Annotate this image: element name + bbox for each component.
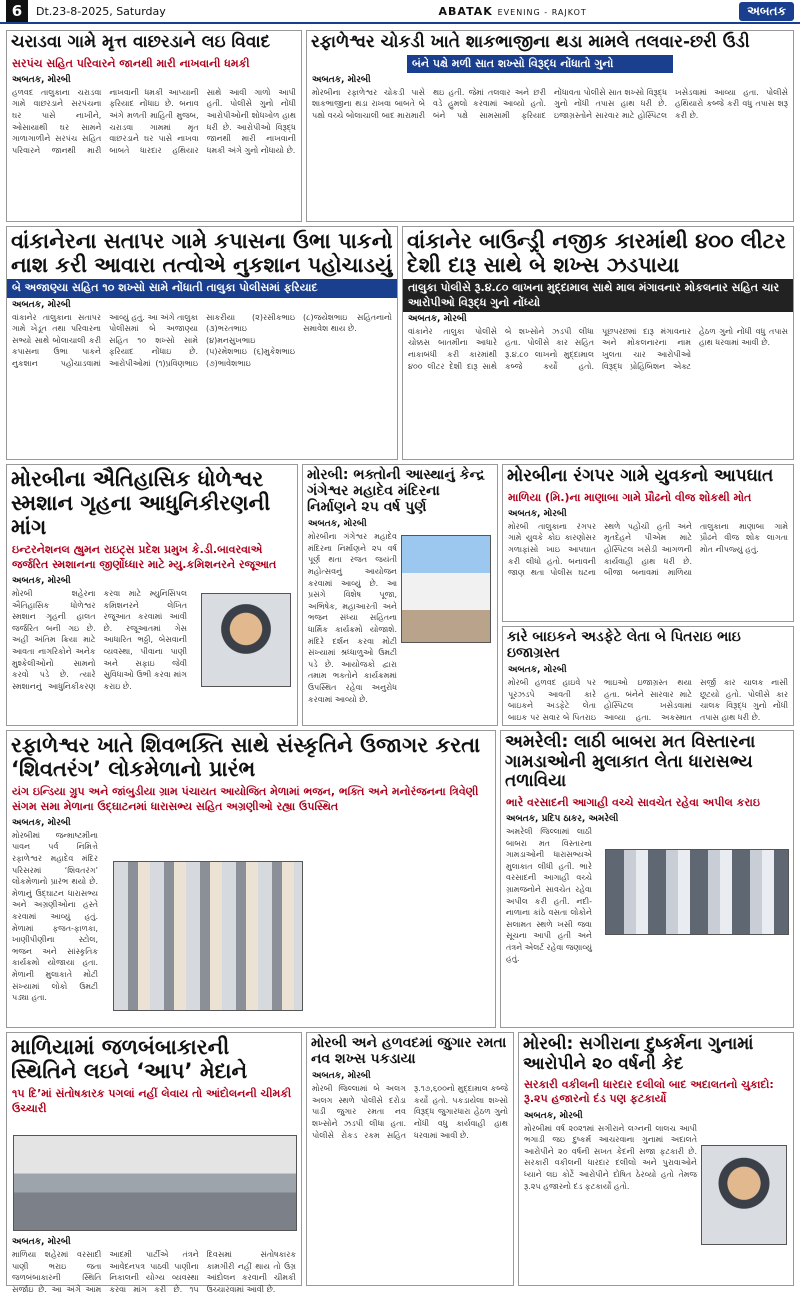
article-headline: રફાળેશ્વર ચોકડી ખાતે શાકભાજીના થડા મામલે તલવાર-છરી ઉડી: [311, 32, 750, 52]
article-pocso-verdict: [518, 1032, 794, 1286]
issue-date: Dt.23-8-2025, Saturday: [36, 4, 166, 18]
article-body: હળવદ તાલુકાના ચરાડવા ગામે વાછરડાને સરપંચના ઘર પાસે નાખીને, ઓસાયાથી ઘર સામને ગાળાગાળીને સરપંચ સહિત પરિવારને જાનથી મારી નાખવાની ધમકી આપ્યાની ફરિયાદ નોંધાઇ છે. બનાવ અંગે મળતી માહિતી મુજબ, ચરાડવા ગામમાં મૃત વાછરડાને ઘર પાસે નાખવા બાબતે ધારદાર હથિયાર સાથે આવી ગાળો આપી હતી. પોલીસે ગુનો નોંધી આરોપીઓની શોધખોળ હાથ ધરી છે. આરોપીઓ વિરૂદ્ધ જાનથી મારી નાખવાની ધમકી અંગે ગુનો નોંધાયો છે.: [12, 87, 296, 155]
article-rangpar-suicide: [502, 464, 794, 622]
article-body: મોરબીના ગંગેશ્વર મહાદેવ મંદિરના નિર્માણને ૨૫ વર્ષ પૂર્ણ થતા રજત જયંતી મહોત્સવનું આયોજન કરવામાં આવ્યું છે. આ પ્રસંગે વિશેષ પૂજા, અભિષેક, મહાઆરતી અને ભજન સંધ્યા સહિતના ધાર્મિક કાર્યક્રમો યોજાશે. મંદિરે દર્શન કરવા મોટી સંખ્યામાં શ્રધ્ધાળુઓ ઉમટી પડે છે. આયોજકો દ્વારા તમામ ભક્તોને કાર્યક્રમમાં ઉપસ્થિત રહેવા અનુરોધ કરવામાં આવ્યો છે.: [308, 532, 397, 704]
article-amreli-mla: [500, 730, 794, 1028]
article-headline: કારે બાઇકને અડફેટે લેતા બે પિતરાઇ ભાઇ ઇજાગ્રસ્ત: [507, 629, 741, 662]
article-subhead: તાલુકા પોલીસે રૂ.૪.૮૦ લાખના મુદ્દામાલ સાથે માલ મંગાવનાર મોકલનાર સહિત ચાર આરોપીઓ વિરૂદ્ધ ગુનો નોંધ્યો: [403, 279, 793, 312]
kd-bavarva-photo: [201, 593, 291, 687]
article-subhead: યંગ ઇન્ડિયા ગ્રુપ અને જાંબુડીયા ગ્રામ પંચાયત આયોજિત મેળામાં ભજન, ભક્તિ અને મનોરંજનના ત્રિવેણી સંગમ સમા મેળાના ઉદ્ઘાટનમાં ધારાસભ્ય સહિત અગ્રણીઓ રહ્યા ઉપસ્થિત: [12, 785, 479, 813]
article-dateline: અબતક, મોરબી: [312, 1071, 371, 1082]
article-maliya-waterlogging: [6, 1032, 302, 1294]
article-headline: રફાળેશ્વર ખાતે શિવભક્તિ સાથે સંસ્કૃતિને ઉજાગર કરતા ‘શિવતરંગ’ લોકમેળાનો પ્રારંભ: [11, 733, 481, 782]
article-headline: વાંકાનેર બાઉન્ડ્રી નજીક કારમાંથી ૪૦૦ લીટર દેશી દારૂ સાથે બે શખ્સ ઝડપાયા: [407, 229, 786, 278]
article-dateline: અબતક, મોરબી: [12, 74, 71, 85]
article-body: મોરબી શહેરના ઐતિહાસિક ધોળેશ્વર સ્મશાન ગૃહની હાલત જર્જરિત બની ગઇ છે. અહીં અંતિમ ક્રિયા માટે આવતા નાગરિકોને અનેક મુશ્કેલીઓનો સામનો કરવો પડે છે. ત્યારે સ્મશાનનું આધુનિકીકરણ કરવા માટે મ્યુનિસિપલ કમિશનરને લેખિત રજૂઆત કરવામાં આવી છે. રજૂઆતમાં ગેસ આધારિત ભઠ્ઠી, બેસવાની વ્યવસ્થા, પીવાના પાણી અને સફાઇ જેવી સુવિધાઓ ઉભી કરવા માંગ કરાઇ છે.: [12, 589, 187, 691]
article-gambling-raid: [306, 1032, 514, 1286]
article-headline: અમરેલી: લાઠી બાબરા મત વિસ્તારના ગામડાઓની મુલાકાત લેતા ધારાસભ્ય તળાવિયા: [505, 732, 756, 792]
temple-photo: [401, 535, 491, 643]
article-dateline: અબતક, મોરબી: [12, 817, 71, 828]
paper-edition: EVENING - RAJKOT: [497, 7, 587, 17]
article-dholeshwar: [6, 464, 298, 726]
article-dateline: અબતક, મોરબી: [508, 508, 567, 519]
article-subhead: બંને પક્ષે મળી સાત શખ્સો વિરૂદ્ધ નોંધાતો ગુનો: [407, 55, 673, 73]
article-body: મોરબી તાલુકાના રંગપર ગામે યુવકે કોઇ કારણોસર ગળાફાંસો ખાઇ આપઘાત કરી લીધો હતો. બનાવની જાણ થતા પોલીસ ઘટના સ્થળે પહોંચી હતી અને મૃતદેહને પીએમ માટે હોસ્પિટલ ખસેડી આગળની કાર્યવાહી હાથ ધરી છે. બીજા બનાવમાં માળિયા તાલુકાના માણાબા ગામે પ્રૌઢને વીજ શોક લાગતા મોત નીપજ્યું હતું.: [508, 521, 788, 578]
article-subhead: માળિયા (મિ.)ના માણાબા ગામે પ્રૌઢનો વીજ શોકથી મોત: [508, 490, 752, 504]
article-dateline: અબતક, મોરબી: [308, 519, 367, 530]
article-headline: મોરબી અને હળવદમાં જુગાર રમતા નવ શખ્સ પકડાયા: [311, 1035, 507, 1068]
article-dateline: અબતક, મોરબી: [12, 299, 71, 310]
article-charadva: [6, 30, 302, 222]
article-headline: મોરબી: સગીરાના દુષ્કર્મના ગુનામાં આરોપીને ૨૦ વર્ષની કેદ: [523, 1034, 754, 1074]
article-subhead: સરકારી વકીલની ધારદાર દલીલો બાદ અદાલતનો ચુકાદો: રૂ.૨૫ હજારનો દંડ પણ ફટકાર્યો: [524, 1078, 774, 1106]
article-subhead: ૧૫ દિ’માં સંતોષકારક પગલાં નહીં લેવાય તો આંદોલનની ચીમકી ઉચ્ચારી: [12, 1087, 292, 1115]
article-body: મોરબીના રફાળેશ્વર ચોકડી પાસે શાકભાજીના થડા રાખવા બાબતે બે પક્ષો વચ્ચે બોલાચાલી બાદ મારામારી થઇ હતી. જેમાં તલવાર અને છરી વડે હુમલો કરવામાં આવ્યો હતો. બંને પક્ષે સામસામી ફરિયાદ નોંધાવતા પોલીસે સાત શખ્સો વિરૂદ્ધ ગુનો નોંધી તપાસ હાથ ધરી છે. ઇજાગ્રસ્તોને સારવાર માટે હોસ્પિટલ ખસેડવામાં આવ્યા હતા. પોલીસે હથિયારો કબ્જે કરી વધુ તપાસ શરૂ કરી છે.: [312, 87, 788, 121]
abatak-logo: અબતક: [739, 2, 794, 21]
article-dateline: અબતક, મોરબી: [12, 1237, 71, 1247]
article-car-bike-accident: [502, 626, 794, 726]
article-dateline: અબતક, મોરબી: [12, 576, 71, 587]
article-body: વાંકાનેર તાલુકાના સતાપર ગામે ખેડૂત તથા પરિવારના સભ્યો સાથે બોલાચાલી કરી કપાસના ઉભા પાકને નુકશાન પહોંચાડવામાં આવ્યું હતું. આ અંગે તાલુકા પોલીસમાં બે અજાણ્યા સહિત ૧૦ શખ્સો સામે ફરિયાદ નોંધાઇ છે. આરોપીઓમાં (૧)પ્રવિણભાઇ સાકરીયા (૨)રસીકભાઇ (૩)ભરતભાઇ (૪)મનસુખભાઇ (૫)રમેશભાઇ (૬)મુકેશભાઇ (૭)ભાવેશભાઇ (૮)જયેશભાઇ સહિતનાનો સમાવેશ થાય છે.: [12, 312, 392, 368]
paper-name: [286, 5, 739, 18]
article-dateline: અબતક, મોરબી: [508, 665, 567, 676]
village-visit-photo: [605, 849, 789, 935]
article-headline: માળિયામાં જળબંબાકારની સ્થિતિને લઇને ‘આપ’ મેદાને: [11, 1035, 248, 1084]
article-headline: મોરબી: ભક્તોની આસ્થાનું કેન્દ્ર ગંગેશ્વર મહાદેવ મંદિરના નિર્માણને ૨૫ વર્ષ પુર્ણ: [307, 467, 485, 516]
article-shivtarang-fair: [6, 730, 496, 1028]
article-gangeshwar-temple: [302, 464, 498, 726]
article-subhead: બે અજાણ્યા સહિત ૧૦ શખ્સો સામે નોંધાતી તાલુકા પોલીસમાં ફરિયાદ: [7, 279, 397, 297]
article-dateline: અબતક, પ્રદિપ ઠાકર, અમરેલી: [506, 813, 619, 824]
lawyer-photo: [701, 1145, 787, 1245]
masthead: [0, 0, 800, 24]
article-headline: મોરબીના ઐતિહાસિક ધોળેશ્વર સ્મશાન ગૃહના આધુનિકીરણની માંગ: [11, 467, 271, 540]
article-body: મોરબીમાં જન્માષ્ટમીના પાવન પર્વ નિમિત્તે રફાળેશ્વર મહાદેવ મંદિર પરિસરમાં ‘શિવતરંગ’ લોકમેળાનો પ્રારંભ થયો છે. મેળાનું ઉદ્ઘાટન ધારાસભ્ય અને અગ્રણીઓના હસ્તે કરવામાં આવ્યું હતું. મેળામાં ફજત-ફાળકા, ખાણીપીણીના સ્ટોલ, ભજન અને સાંસ્કૃતિક કાર્યક્રમો યોજાયા હતા. મેળાની મુલાકાતે મોટી સંખ્યામાં લોકો ઉમટી પડ્યા હતા.: [12, 830, 98, 1003]
article-rafaleshwar-fight: [306, 30, 794, 222]
paper-title: ABATAK: [438, 4, 493, 18]
article-body: મોરબી હળવદ હાઇવે પર પૂરઝડપે આવતી કારે બાઇકને અડફેટે લેતા બાઇક પર સવાર બે પિતરાઇ ભાઇઓ ઇજાગ્રસ્ત થયા હતા. બંનેને સારવાર માટે હોસ્પિટલ ખસેડવામાં આવ્યા હતા. અકસ્માત સર્જી કાર ચાલક નાસી છૂટયો હતો. પોલીસે કાર ચાલક વિરૂદ્ધ ગુનો નોંધી તપાસ હાથ ધરી છે.: [508, 678, 788, 722]
article-body-continued: [309, 861, 491, 865]
article-dateline: અબતક, મોરબી: [408, 313, 467, 324]
article-dateline: અબતક, મોરબી: [312, 74, 371, 85]
article-satapar-crop: [6, 226, 398, 460]
article-subhead: ઇન્ટરનેશનલ હ્યુમન રાઇટ્સ પ્રદેશ પ્રમુખ કે.ડી.બાવરવાએ જર્જરિત સ્મશાનના જીર્ણોધ્ધાર માટે મ્યુ.કમિશનરને રજૂઆત: [12, 543, 277, 571]
page-number: 6: [6, 0, 28, 22]
article-body: માળિયા શહેરમાં વરસાદી પાણી ભરાઇ જતા જળબંબાકારની સ્થિતિ સર્જાઇ છે. આ અંગે આમ આદમી પાર્ટીએ તંત્રને આવેદનપત્ર પાઠવી પાણીના નિકાલની યોગ્ય વ્યવસ્થા કરવા માંગ કરી છે. ૧૫ દિવસમાં સંતોષકારક કામગીરી નહીં થાય તો ઉગ્ર આંદોલન કરવાની ચીમકી ઉચ્ચારવામાં આવી છે.: [12, 1250, 296, 1294]
fair-inauguration-photo: [113, 861, 303, 1011]
article-body: વાંકાનેર તાલુકા પોલીસે ચોક્કસ બાતમીના આધારે નાકાબંધી કરી કારમાંથી ૪૦૦ લીટર દેશી દારૂ સાથે બે શખ્સોને ઝડપી લીધા હતા. પોલીસે કાર સહિત રૂ.૪.૮૦ લાખનો મુદ્દામાલ કબ્જે કર્યો હતો. પૂછપરછમાં દારૂ મંગાવનાર અને મોકલનારના નામ ખુલતા ચાર આરોપીઓ વિરૂદ્ધ પ્રોહિબિશન એક્ટ હેઠળ ગુનો નોંધી વધુ તપાસ હાથ ધરવામાં આવી છે.: [408, 326, 788, 371]
article-body: અમરેલી જિલ્લામાં લાઠી બાબરા મત વિસ્તારના ગામડાઓની ધારાસભ્યએ મુલાકાત લીધી હતી. ભારે વરસાદની આગાહી વચ્ચે ગ્રામજનોને સાવચેત રહેવા અપીલ કરી હતી. નદી-નાળાના કાંઠે વસતા લોકોને સલામત સ્થળે ખસી જવા સૂચના આપી હતી અને તંત્રને એલર્ટ રહેવા જણાવ્યું હતું.: [506, 826, 592, 964]
article-headline: વાંકાનેરના સતાપર ગામે કપાસના ઉભા પાકનો નાશ કરી આવારા તત્વોએ નુકશાન પહોચાડયું: [11, 229, 393, 278]
article-subhead: ભારે વરસાદની આગાહી વચ્ચે સાવચેત રહેવા અપીલ કરાઇ: [506, 795, 760, 809]
article-wankaner-liquor: [402, 226, 794, 460]
aap-protest-photo: [13, 1135, 297, 1231]
article-dateline: અબતક, મોરબી: [524, 1110, 583, 1121]
article-body: મોરબી જિલ્લામાં બે અલગ અલગ સ્થળે પોલીસે દરોડા પાડી જુગાર રમતા નવ શખ્સોને ઝડપી લીધા હતા. પોલીસે રોકડ રકમ સહિત રૂ.૧૭,૬૦૦નો મુદ્દામાલ કબ્જે કર્યો હતો. પકડાયેલા શખ્સો વિરૂદ્ધ જુગારધારા હેઠળ ગુનો નોંધી વધુ કાર્યવાહી હાથ ધરવામાં આવી છે.: [312, 1084, 508, 1140]
article-subhead: સરપંચ સહિત પરિવારને જાનથી મારી નાખવાની ધમકી: [12, 56, 250, 70]
article-body: મોરબીમાં વર્ષ ૨૦૨૧માં સગીરાને લગ્નની લાલચ આપી ભગાડી જઇ દુષ્કર્મ આચરવાના ગુનામાં અદાલતે આરોપીને ૨૦ વર્ષની સખત કેદની સજા ફટકારી છે. સરકારી વકીલની ધારદાર દલીલો અને પુરાવાઓને ધ્યાને લઇ કોર્ટે આરોપીને દોષિત ઠેરવ્યો હતો તેમજ રૂ.૨૫ હજારનો દંડ ફટકાર્યો હતો.: [524, 1123, 697, 1191]
article-headline: ચરાડવા ગામે મૃત્ત વાછરડાને લઇ વિવાદ: [11, 32, 271, 52]
article-headline: મોરબીના રંગપર ગામે યુવકનો આપઘાત: [507, 466, 774, 486]
